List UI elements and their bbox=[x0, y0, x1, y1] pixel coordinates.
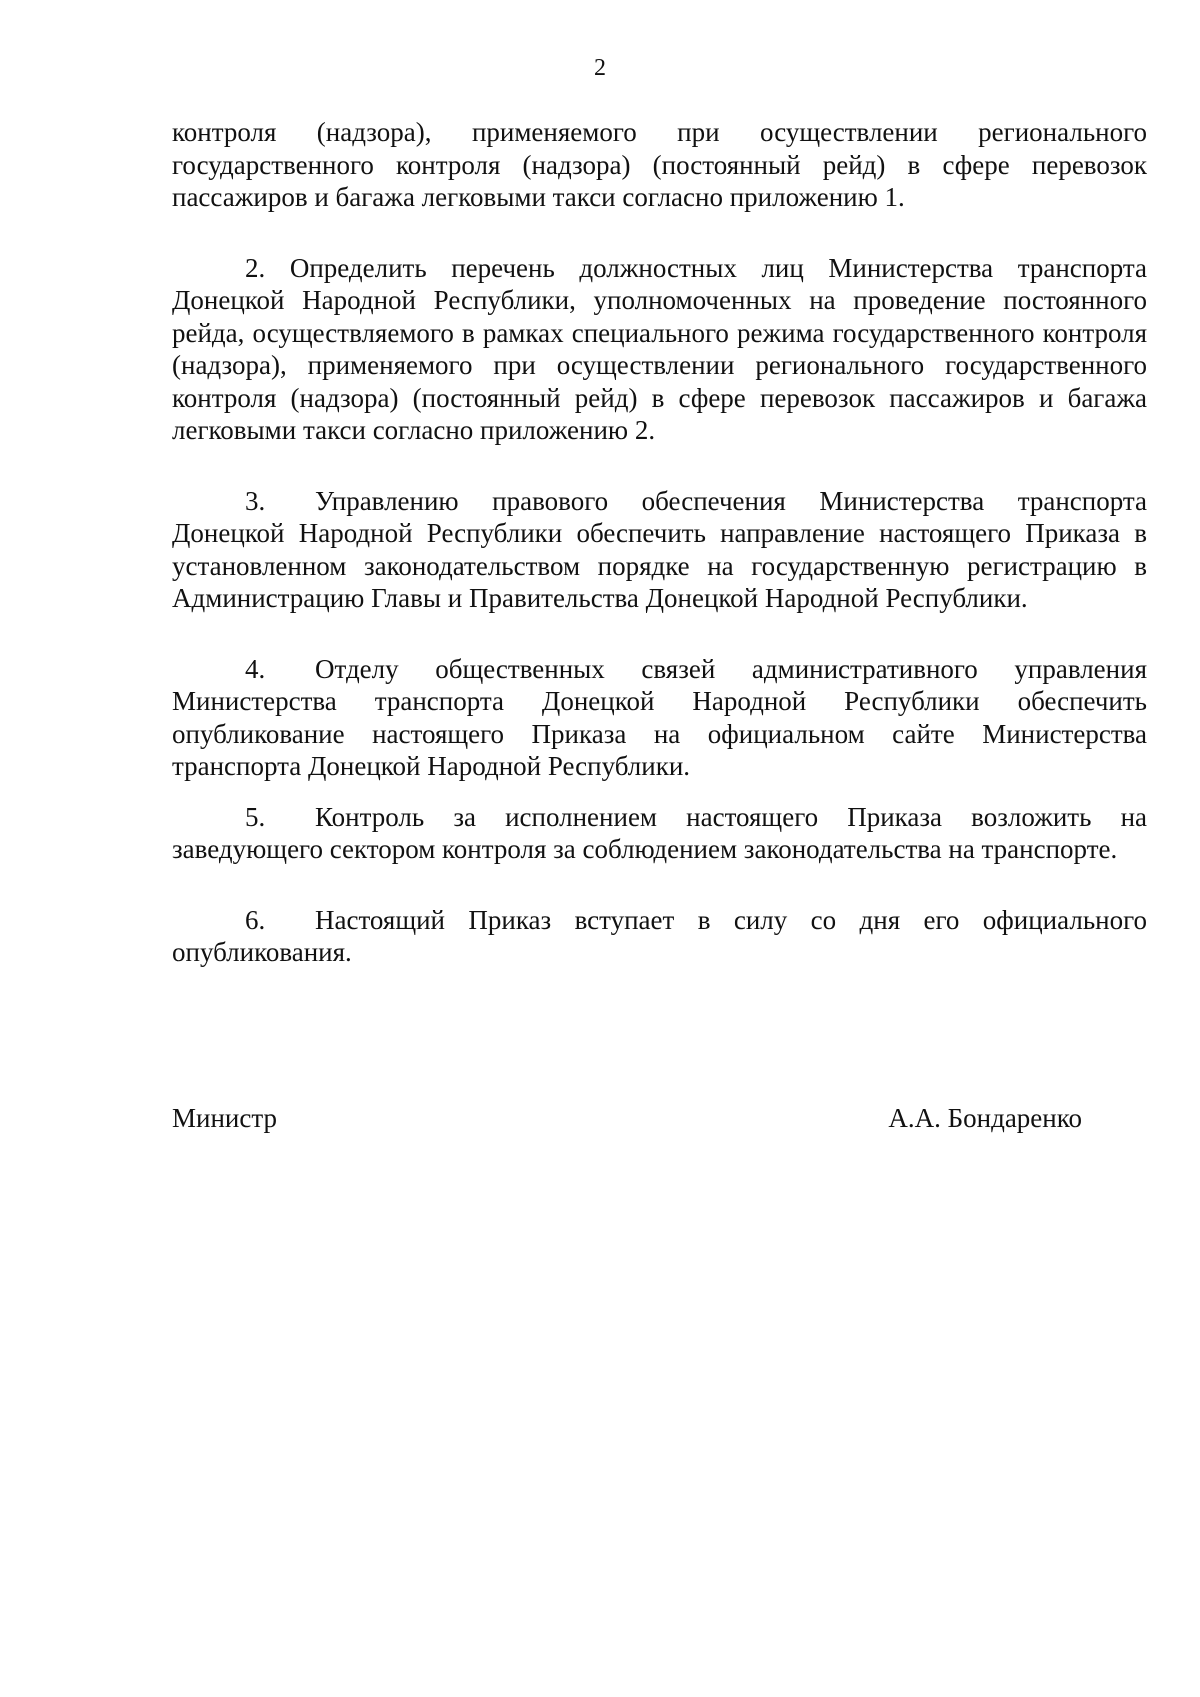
paragraph-text: Управлению правового обеспечения Министерства транспорта Донецкой Народной Республики обеспечить направление настоящего Приказа в установленном законодательством порядке на государственную регистрацию в Администрацию Главы и Правительства Донецкой Народной Республики. bbox=[172, 485, 1147, 613]
paragraph-text: Контроль за исполнением настоящего Приказа возложить на заведующего сектором контроля за соблюдением законодательства на транспорте. bbox=[172, 801, 1147, 864]
paragraph-number: 2. bbox=[245, 252, 266, 283]
paragraph-text: Настоящий Приказ вступает в силу со дня его официального опубликования. bbox=[172, 904, 1147, 967]
paragraph-item-6 bbox=[172, 904, 1147, 969]
paragraph-number: 4. bbox=[245, 653, 266, 684]
paragraph-number: 6. bbox=[245, 904, 266, 935]
paragraph-text: Определить перечень должностных лиц Министерства транспорта Донецкой Народной Республики, уполномоченных на проведение постоянного рейда, осуществляемого в рамках специального режима государственного контроля (надзора), применяемого при осуществлении регионального государственного контроля (надзора) (постоянный рейд) в сфере перевозок пассажиров и багажа легковыми такси согласно приложению 2. bbox=[172, 252, 1147, 445]
paragraph-item-4 bbox=[172, 653, 1147, 783]
paragraph-continuation bbox=[172, 116, 1147, 214]
page-number: 2 bbox=[594, 55, 606, 81]
paragraph-number: 5. bbox=[245, 801, 266, 832]
paragraph-item-2 bbox=[172, 252, 1147, 447]
signature-name: А.А. Бондаренко bbox=[888, 1103, 1082, 1133]
paragraph-item-5 bbox=[172, 801, 1147, 866]
document-body bbox=[172, 116, 1147, 969]
paragraph-text: контроля (надзора), применяемого при осуществлении регионального государственного контроля (надзора) (постоянный рейд) в сфере перевозок пассажиров и багажа легковыми такси согласно приложению 1. bbox=[172, 117, 1147, 212]
paragraph-item-3 bbox=[172, 485, 1147, 615]
signature-title: Министр bbox=[172, 1103, 277, 1133]
paragraph-number: 3. bbox=[245, 485, 266, 516]
paragraph-text: Отделу общественных связей административного управления Министерства транспорта Донецкой Народной Республики обеспечить опубликование настоящего Приказа на официальном сайте Министерства транспорта Донецкой Народной Республики. bbox=[172, 653, 1147, 781]
